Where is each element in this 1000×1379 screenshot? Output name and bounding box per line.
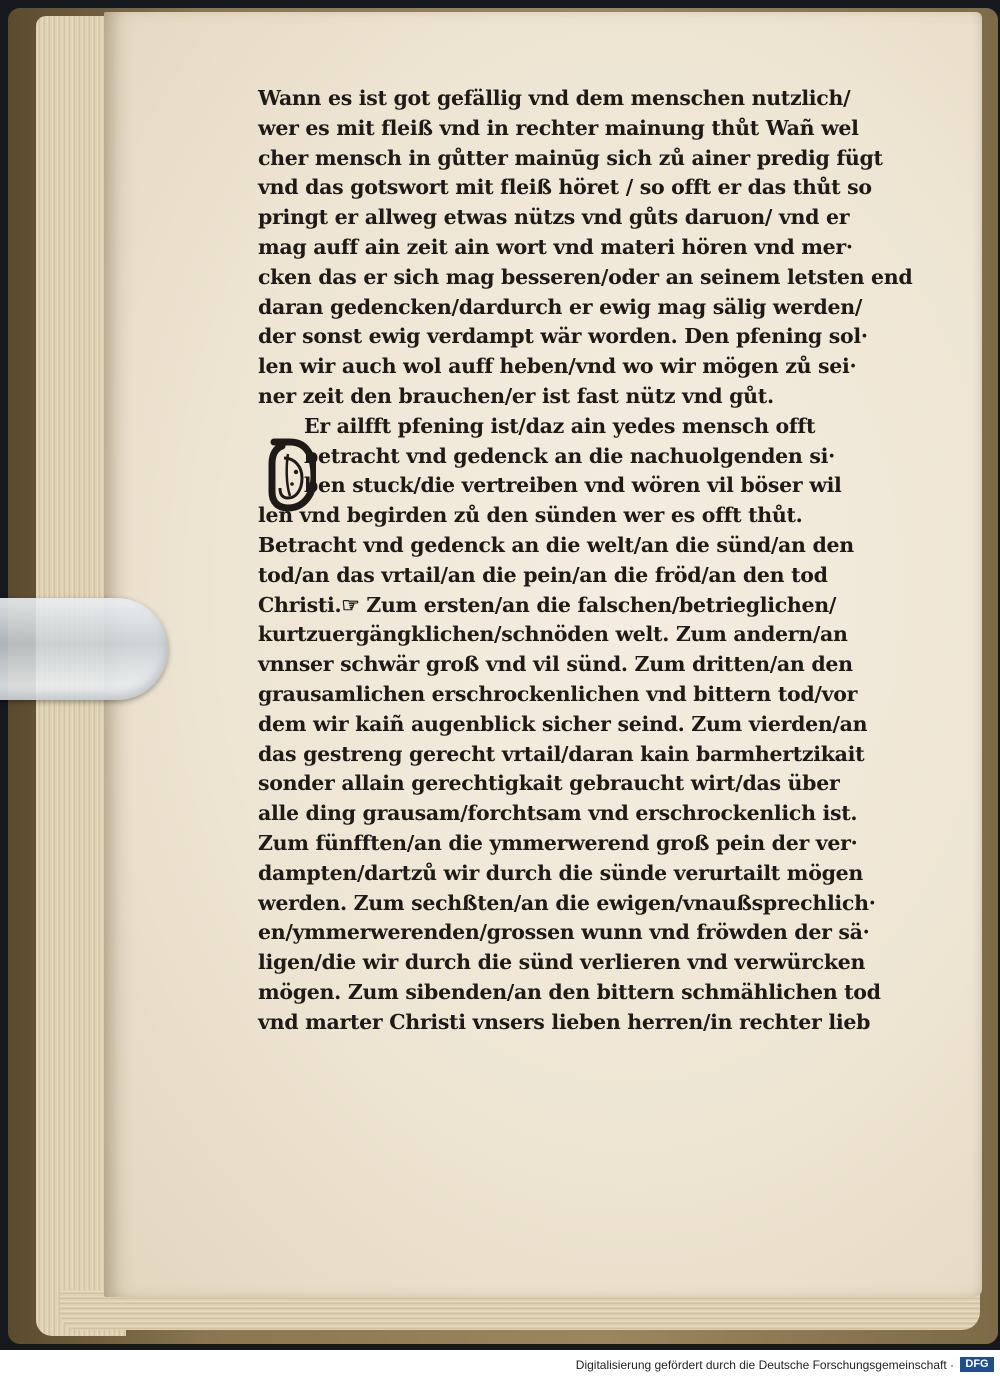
text-line: mag auff ain zeit ain wort vnd materi hören vnd mer·: [258, 234, 853, 259]
text-line: werden. Zum sechßten/an die ewigen/vnaußsprechlich·: [258, 890, 876, 915]
text-line: der sonst ewig verdampt wär worden. Den pfening sol·: [258, 324, 868, 349]
text-line: Christi.☞ Zum ersten/an die falschen/betrieglichen/: [258, 592, 837, 617]
text-line: ben stuck/die vertreiben vnd wören vil böser wil: [304, 473, 842, 498]
decorated-initial: [268, 436, 316, 512]
text-line: vnd marter Christi vnsers lieben herren/in rechter lieb: [258, 1009, 871, 1034]
text-line: len wir auch wol auff heben/vnd wo wir mögen zů sei·: [258, 354, 857, 379]
text-line: betracht vnd gedenck an die nachuolgenden si·: [304, 443, 835, 468]
text-line: Zum fünfften/an die ymmerwerend groß pein der ver·: [258, 830, 858, 855]
text-line: vnd das gotswort mit fleiß höret / so offt er das thůt so: [258, 175, 872, 200]
text-line: sonder allain gerechtigkait gebraucht wirt/das über: [258, 771, 840, 796]
text-line: cher mensch in gůtter mainūg sich zů ainer predig fügt: [258, 145, 883, 170]
text-line: ligen/die wir durch die sünd verlieren vnd verwürcken: [258, 950, 866, 975]
text-line: mögen. Zum sibenden/an den bittern schmählichen tod: [258, 979, 881, 1004]
text-line: vnnser schwär groß vnd vil sünd. Zum dritten/an den: [258, 652, 853, 677]
text-line: das gestreng gerecht vrtail/daran kain barmhertzikait: [258, 741, 865, 766]
text-line: grausamlichen erschrockenlichen vnd bittern tod/vor: [258, 681, 858, 706]
text-line: kurtzuergängklichen/schnöden welt. Zum andern/an: [258, 622, 848, 647]
text-line: cken das er sich mag besseren/oder an seinem letsten end: [258, 264, 913, 289]
text-line: tod/an das vrtail/an die pein/an die fröd/an den tod: [258, 562, 828, 587]
text-line: pringt er allweg etwas nützs vnd gůts daruon/ vnd er: [258, 205, 850, 230]
text-line: wer es mit fleiß vnd in rechter mainung thůt Wañ wel: [258, 115, 859, 140]
page-holder: [0, 598, 168, 700]
text-line: ner zeit den brauchen/er ist fast nütz vnd gůt.: [258, 383, 774, 408]
text-line: en/ymmerwerenden/grossen wunn vnd fröwden der sä·: [258, 920, 870, 945]
text-line: Wann es ist got gefällig vnd dem menschen nutzlich/: [258, 86, 851, 110]
text-block: [258, 84, 913, 1038]
text-line: len vnd begirden zů den sünden wer es offt thůt.: [258, 503, 803, 528]
text-line: Er ailfft pfening ist/daz ain yedes mensch offt: [304, 413, 816, 438]
text-line: Betracht vnd gedenck an die welt/an die sünd/an den: [258, 532, 854, 557]
dfg-logo: DFG: [960, 1357, 994, 1372]
text-line: dampten/dartzů wir durch die sünde verurtailt mögen: [258, 860, 863, 885]
initial-d-icon: [268, 436, 316, 512]
footer: [0, 1350, 1000, 1379]
text-line: alle ding grausam/forchtsam vnd erschrockenlich ist.: [258, 801, 858, 826]
footer-credit: Digitalisierung gefördert durch die Deutsche Forschungsgemeinschaft ·: [575, 1358, 954, 1372]
text-line: dem wir kaiñ augenblick sicher seind. Zum vierden/an: [258, 711, 868, 736]
text-line: daran gedencken/dardurch er ewig mag sälig werden/: [258, 294, 863, 319]
